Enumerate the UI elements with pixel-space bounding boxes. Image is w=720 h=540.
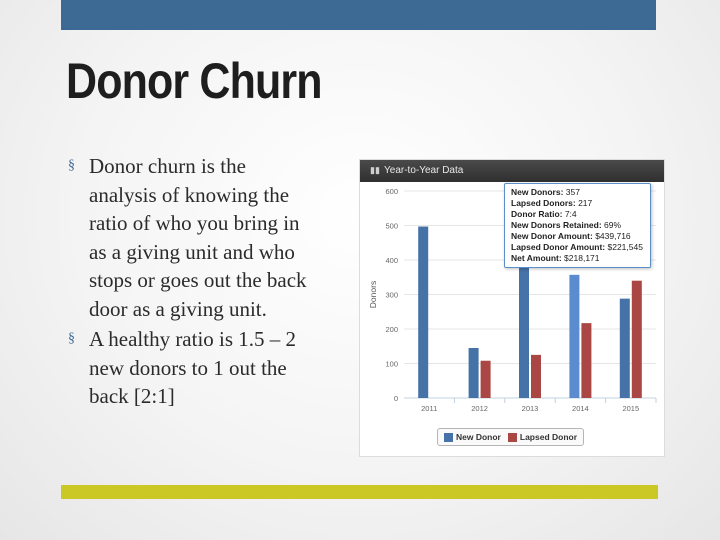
bar-lapsed-donor-2012 <box>481 361 491 398</box>
y-tick-label: 300 <box>385 290 398 300</box>
bar-lapsed-donor-2014 <box>581 323 591 398</box>
y-axis-label: Donors <box>368 280 378 309</box>
x-tick-label: 2014 <box>572 404 589 413</box>
legend-item[interactable] <box>444 432 501 442</box>
tooltip-label: Net Amount: <box>511 253 562 263</box>
x-tick-label: 2011 <box>421 404 438 413</box>
tooltip-line <box>511 253 645 264</box>
bullet-list <box>68 152 308 413</box>
tooltip-value: $439,716 <box>592 231 631 241</box>
top-accent-bar <box>61 0 656 30</box>
y-tick-label: 200 <box>385 325 398 334</box>
bottom-accent-bar <box>61 485 658 499</box>
tooltip-label: Lapsed Donor Amount: <box>511 242 606 252</box>
tooltip-label: New Donors Retained: <box>511 220 602 230</box>
legend-label: Lapsed Donor <box>519 432 578 442</box>
tooltip-value: $221,545 <box>605 242 643 252</box>
legend-swatch <box>508 433 517 442</box>
bar-lapsed-donor-2015 <box>632 281 642 398</box>
chart-tooltip <box>504 183 651 268</box>
chart-panel <box>359 159 665 457</box>
x-tick-label: 2013 <box>521 404 539 413</box>
tooltip-label: Lapsed Donors: <box>511 198 576 208</box>
tooltip-line <box>511 220 645 231</box>
y-tick-label: 100 <box>385 359 398 369</box>
bullet-item <box>68 152 308 323</box>
legend-label: New Donor <box>456 432 501 442</box>
tooltip-value: $218,171 <box>561 253 600 263</box>
legend-swatch <box>444 433 453 442</box>
legend-item[interactable] <box>508 432 577 442</box>
tooltip-value: 69% <box>601 220 622 230</box>
bullet-item <box>68 325 308 411</box>
tooltip-label: Donor Ratio: <box>511 209 563 219</box>
tooltip-line <box>511 231 645 242</box>
bar-chart-icon: ▮▮ <box>370 165 380 175</box>
tooltip-line <box>511 242 645 253</box>
tooltip-line <box>511 209 645 220</box>
bar-lapsed-donor-2013 <box>531 355 541 398</box>
y-tick-label: 500 <box>385 221 398 231</box>
chart-legend[interactable] <box>437 428 584 446</box>
bullet-marker: § <box>68 331 75 346</box>
tooltip-value: 357 <box>563 187 580 197</box>
tooltip-line <box>511 187 645 198</box>
bar-new-donor-2012 <box>469 348 479 398</box>
tooltip-label: New Donors: <box>511 187 564 197</box>
bar-new-donor-2011 <box>418 227 428 398</box>
tooltip-label: New Donor Amount: <box>511 231 593 241</box>
y-tick-label: 0 <box>393 394 398 403</box>
x-tick-label: 2012 <box>471 404 488 413</box>
x-tick-label: 2015 <box>622 404 640 413</box>
bullet-text: Donor churn is the analysis of knowing the ratio of who you bring in as a giving unit and who stops or goes out the back door as a giving unit. <box>89 154 307 321</box>
chart-title: Year-to-Year Data <box>384 165 464 176</box>
tooltip-value: 7:4 <box>562 209 577 219</box>
y-tick-label: 400 <box>385 256 398 265</box>
bullet-marker: § <box>68 158 75 173</box>
y-tick-label: 600 <box>385 187 398 196</box>
bullet-text: A healthy ratio is 1.5 – 2 new donors to 1 out the back [2:1] <box>89 327 297 408</box>
tooltip-value: 217 <box>575 198 593 208</box>
bar-new-donor-2014 <box>569 275 579 398</box>
bar-new-donor-2015 <box>620 299 630 398</box>
slide-title: Donor Churn <box>66 53 322 109</box>
tooltip-line <box>511 198 645 209</box>
